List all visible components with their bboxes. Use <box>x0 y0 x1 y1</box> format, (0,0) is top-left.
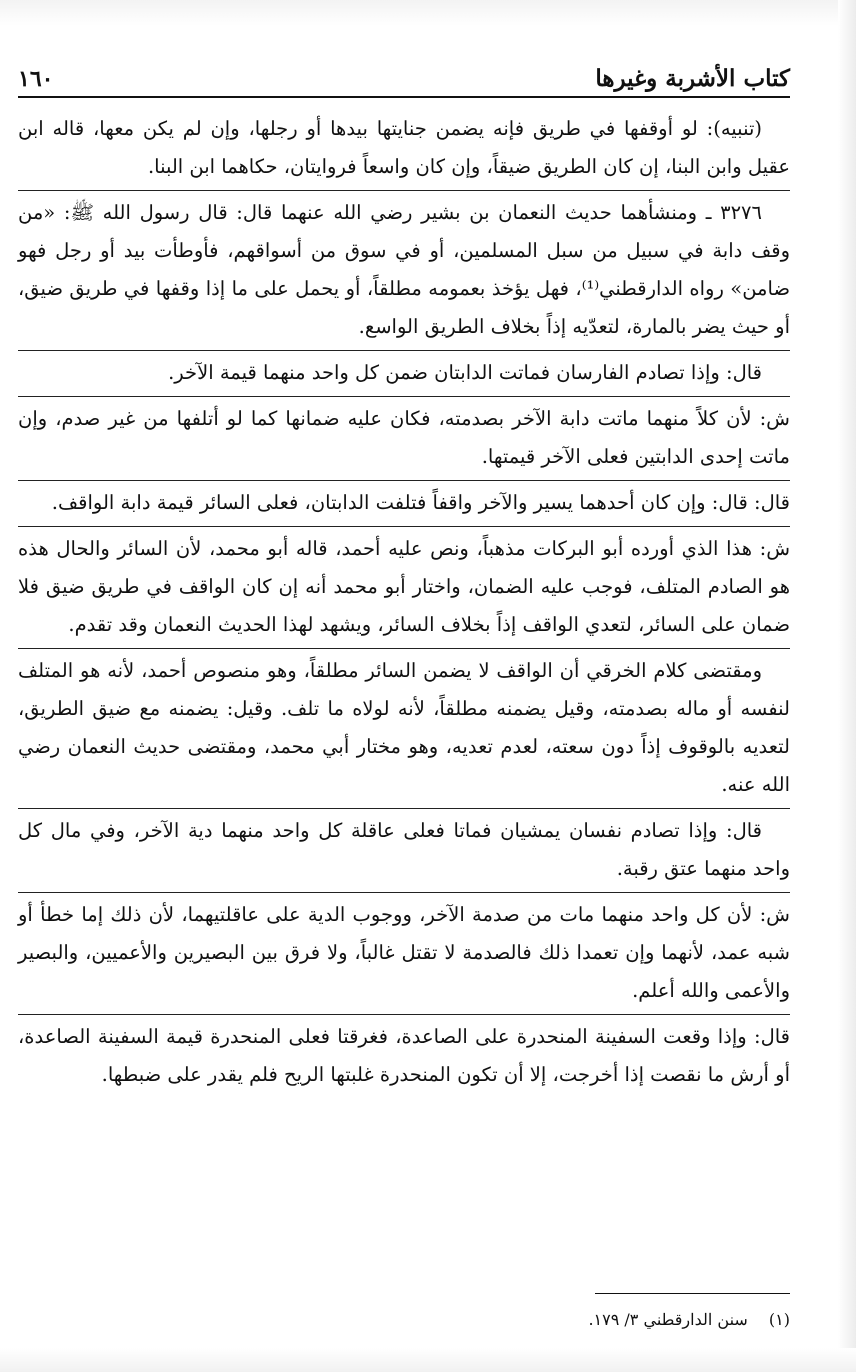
section-divider <box>18 1014 790 1015</box>
scan-right-edge <box>838 0 856 1372</box>
paragraph-tanbih: (تنبيه): لو أوقفها في طريق فإنه يضمن جنايتها بيدها أو رجلها، وإن لم يكن معها، قاله ابن عقيل وابن البنا، إن كان الطريق ضيقاً، وإن كان واسعاً فروايتان، حكاهما ابن البنا. <box>18 117 790 178</box>
section-divider <box>18 396 790 397</box>
paragraph-qala-3: قال: وإذا تصادم نفسان يمشيان فماتا فعلى عاقلة كل واحد منهما دية الآخر، وفي مال كل واحد منهما عتق رقبة. <box>18 819 790 880</box>
section-divider <box>18 480 790 481</box>
paragraph-sharh-1: ش: لأن كلاً منهما ماتت دابة الآخر بصدمته، فكان عليه ضمانها كما لو أتلفها من غير صدم، وإن ماتت إحدى الدابتين فعلى الآخر قيمتها. <box>18 407 790 468</box>
page-number: ١٦٠ <box>18 66 54 92</box>
footnote-separator <box>595 1293 790 1294</box>
section-divider <box>18 190 790 191</box>
paragraph-qala-4: قال: وإذا وقعت السفينة المنحدرة على الصاعدة، فغرقتا فعلى المنحدرة قيمة السفينة الصاعدة، أو أرش ما نقصت إذا أخرجت، إلا أن تكون المنحدرة غلبتها الريح فلم يقدر على ضبطها. <box>18 1025 790 1086</box>
footnote-number: (١) <box>768 1310 790 1329</box>
footnote <box>18 1306 790 1334</box>
scan-bottom-edge <box>0 1348 856 1372</box>
main-text <box>18 110 790 1094</box>
footnote-text: سنن الدارقطني ٣/ ١٧٩. <box>588 1310 748 1329</box>
paragraph-sharh-2: ش: هذا الذي أورده أبو البركات مذهباً، ونص عليه أحمد، قاله أبو محمد، لأن السائر والحال هذه هو الصادم المتلف، فوجب عليه الضمان، واختار أبو محمد أنه إن كان الواقف في طريق ضيق فلا ضمان على السائر، لتعدي الواقف إذاً بخلاف السائر، ويشهد لهذا الحديث النعمان وقد تقدم. <box>18 537 790 636</box>
section-divider <box>18 526 790 527</box>
chapter-title: كتاب الأشربة وغيرها <box>595 65 790 92</box>
paragraph-qala-1: قال: وإذا تصادم الفارسان فماتت الدابتان ضمن كل واحد منهما قيمة الآخر. <box>168 361 762 384</box>
section-divider <box>18 648 790 649</box>
section-divider <box>18 350 790 351</box>
paragraph-muqtada: ومقتضى كلام الخرقي أن الواقف لا يضمن السائر مطلقاً، وهو منصوص أحمد، لأنه هو المتلف لنفسه أو ماله بصدمته، وقيل يضمنه مطلقاً، لأنه لولاه ما تلف. وقيل: يضمنه مع ضيق الطريق، لتعديه بالوقوف إذاً دون سعته، لعدم تعديه، وهو مختار أبي محمد، ومقتضى حديث النعمان رضي الله عنه. <box>18 659 790 796</box>
paragraph-sharh-3: ش: لأن كل واحد منهما مات من صدمة الآخر، ووجوب الدية على عاقلتيهما، لأن ذلك إما خطأ أو شبه عمد، لأنهما وإن تعمدا ذلك فالصدمة لا تقتل غالباً، ولا فرق بين البصيرين والأعميين، والبصير والأعمى والله أعلم. <box>18 903 790 1002</box>
running-header <box>18 52 790 98</box>
section-divider <box>18 808 790 809</box>
paragraph-hadith: ٣٢٧٦ ـ ومنشأهما حديث النعمان بن بشير رضي الله عنهما قال: قال رسول الله ﷺ: «من وقف دابة في سبيل من سبل المسلمين، أو في سوق من أسواقهم، فأوطأت بيد أو رجل فهو ضامن» رواه الدارقطني⁽¹⁾، فهل يؤخذ بعمومه مطلقاً، أو يحمل على ما إذا وقفها في طريق ضيق، أو حيث يضر بالمارة، لتعدّيه إذاً بخلاف الطريق الواسع. <box>18 201 790 338</box>
section-divider <box>18 892 790 893</box>
paragraph-qala-2: قال: قال: وإن كان أحدهما يسير والآخر واقفاً فتلفت الدابتان، فعلى السائر قيمة دابة الواقف. <box>51 491 790 514</box>
scan-top-edge <box>0 0 856 26</box>
